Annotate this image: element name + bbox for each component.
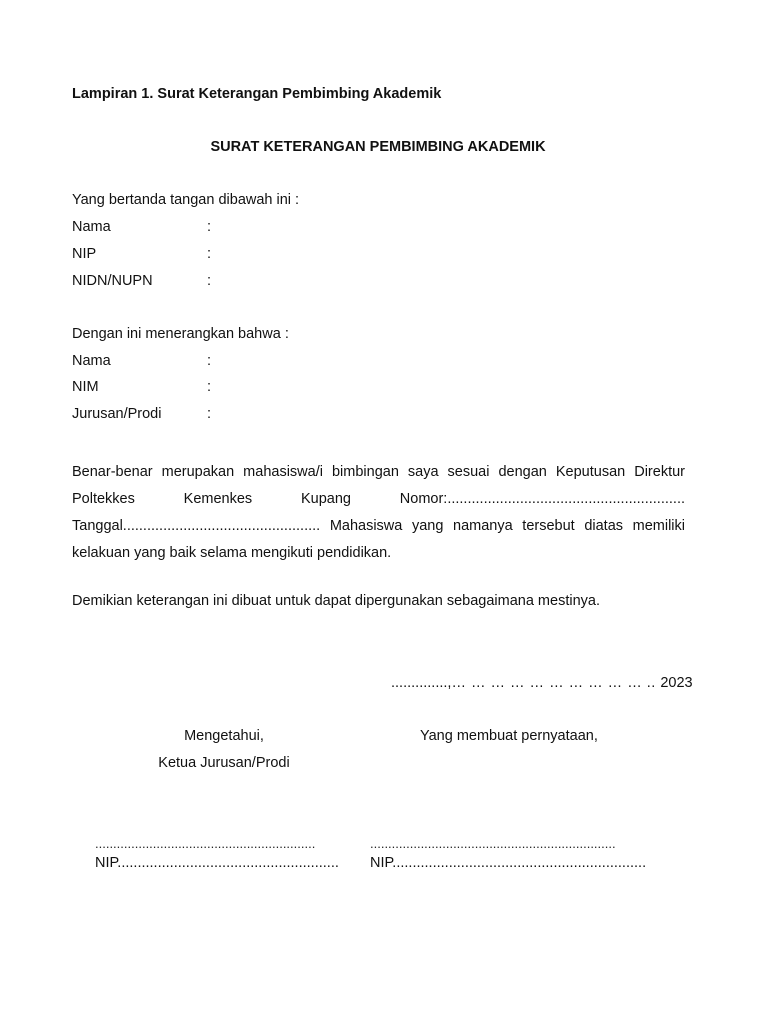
field-colon: : bbox=[207, 379, 212, 395]
field-colon: : bbox=[207, 406, 212, 422]
left-signature-label: Mengetahui, bbox=[184, 728, 264, 744]
field-colon: : bbox=[207, 273, 212, 289]
closing-sentence: Demikian keterangan ini dibuat untuk dapat dipergunakan sebagaimana mestinya. bbox=[72, 593, 600, 609]
year: 2023 bbox=[660, 675, 693, 691]
right-signature-name-line: .................................................................... bbox=[370, 836, 616, 851]
place-placeholder: .............., bbox=[391, 675, 452, 691]
statement-paragraph bbox=[72, 459, 685, 567]
student-nim-row bbox=[72, 378, 372, 396]
signer-name-row bbox=[72, 218, 372, 236]
left-signature-name-line: ............................................................. bbox=[95, 836, 316, 851]
right-signature-nip: NIP............................................................... bbox=[370, 855, 647, 871]
appendix-heading: Lampiran 1. Surat Keterangan Pembimbing Akademik bbox=[72, 86, 442, 102]
statement-line: Tanggal................................................. Mahasiswa yang namanya tersebut diatas memiliki bbox=[72, 518, 685, 534]
signer-intro: Yang bertanda tangan dibawah ini : bbox=[72, 192, 300, 208]
field-label: Nama bbox=[72, 353, 111, 369]
statement-line: Poltekkes Kemenkes Kupang Nomor:........................................................... bbox=[72, 491, 685, 507]
student-name-row bbox=[72, 352, 372, 370]
left-signature-role: Ketua Jurusan/Prodi bbox=[158, 755, 290, 771]
statement-line: kelakuan yang baik selama mengikuti pendidikan. bbox=[72, 545, 392, 561]
right-signature-label: Yang membuat pernyataan, bbox=[420, 728, 598, 744]
signer-nidn-row bbox=[72, 272, 372, 290]
student-prodi-row bbox=[72, 405, 372, 423]
field-label: NIM bbox=[72, 379, 99, 395]
field-colon: : bbox=[207, 219, 212, 235]
field-label: Nama bbox=[72, 219, 111, 235]
left-signature-nip: NIP....................................................... bbox=[95, 855, 339, 871]
student-intro: Dengan ini menerangkan bahwa : bbox=[72, 326, 289, 342]
signer-nip-row bbox=[72, 245, 372, 263]
statement-line: Benar-benar merupakan mahasiswa/i bimbingan saya sesuai dengan Keputusan Direktur bbox=[72, 464, 685, 480]
field-label: NIP bbox=[72, 246, 97, 262]
document-title: SURAT KETERANGAN PEMBIMBING AKADEMIK bbox=[210, 139, 546, 155]
field-label: NIDN/NUPN bbox=[72, 273, 153, 289]
date-placeholder: … … … … … … … … … … .. bbox=[451, 675, 661, 691]
field-colon: : bbox=[207, 246, 212, 262]
field-label: Jurusan/Prodi bbox=[72, 406, 162, 422]
date-line bbox=[391, 674, 693, 692]
field-colon: : bbox=[207, 353, 212, 369]
